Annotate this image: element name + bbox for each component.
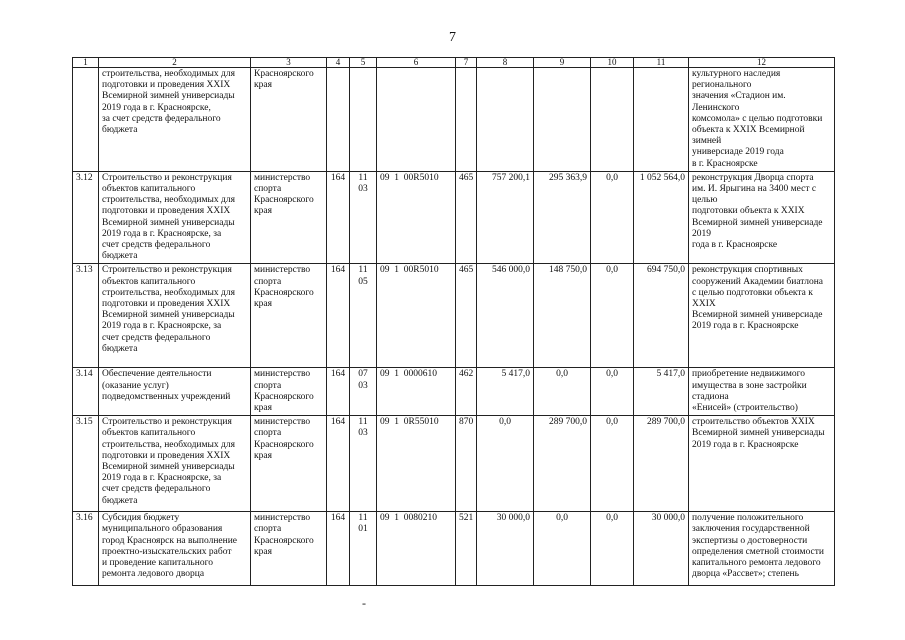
cell-2021: 0,0: [591, 171, 634, 264]
cell-vr: 462: [456, 368, 477, 416]
table-row-continuation: [73, 68, 835, 172]
table-row: [73, 171, 835, 264]
csr-program: 09: [380, 172, 390, 183]
row-number: 3.12: [73, 171, 99, 264]
csr-program: 09: [380, 513, 390, 524]
header-cell: 7: [456, 58, 477, 68]
row-number: 3.16: [73, 512, 99, 586]
row-number: 3.13: [73, 264, 99, 368]
header-cell: 2: [99, 58, 251, 68]
row-administrator: Красноярского края: [251, 68, 327, 172]
table-row: [73, 264, 835, 368]
footer-mark: -: [362, 596, 366, 610]
row-name: Строительство и реконструкция объектов капитального строительства, необходимых для подготовки и проведения XXIX Всемирной зимней универсиады 2019 года в г. Красноярске, за счет средств федерального бюджета: [99, 264, 251, 368]
cell-rzpr: [350, 68, 377, 172]
cell-2021: 0,0: [591, 368, 634, 416]
cell-grbs: [327, 68, 350, 172]
table-row: [73, 512, 835, 586]
table-row: [73, 368, 835, 416]
row-administrator: министерство спорта Красноярского края: [251, 368, 327, 416]
cell-2019: 30 000,0: [477, 512, 534, 586]
cell-csr: [377, 264, 456, 368]
cell-2020: 295 363,9: [534, 171, 591, 264]
cell-grbs: 164: [327, 512, 350, 586]
header-cell: 4: [327, 58, 350, 68]
cell-vr: 521: [456, 512, 477, 586]
budget-table: [72, 57, 835, 586]
row-administrator: министерство спорта Красноярского края: [251, 512, 327, 586]
row-result: получение положительного заключения государственной экспертизы о достоверности определения сметной стоимости капитального ремонта ледового дворца «Рассвет»; степень: [689, 512, 835, 586]
cell-vr: 870: [456, 416, 477, 512]
cell-grbs: 164: [327, 264, 350, 368]
row-administrator: министерство спорта Красноярского края: [251, 264, 327, 368]
header-cell: 12: [689, 58, 835, 68]
cell-csr: [377, 512, 456, 586]
page-number: 7: [449, 30, 456, 45]
row-name: Субсидия бюджету муниципального образования город Красноярск на выполнение проектно-изыскательских работ и проведение капитального ремонта ледового дворца: [99, 512, 251, 586]
cell-csr: [377, 171, 456, 264]
cell-2020: 289 700,0: [534, 416, 591, 512]
cell-2020: [534, 68, 591, 172]
header-row: [73, 58, 835, 68]
csr-subprogram: 1: [394, 417, 399, 428]
csr-program: 09: [380, 265, 390, 276]
cell-2021: 0,0: [591, 512, 634, 586]
cell-2019: 757 200,1: [477, 171, 534, 264]
cell-total: 30 000,0: [634, 512, 689, 586]
cell-2019: 0,0: [477, 416, 534, 512]
row-administrator: министерство спорта Красноярского края: [251, 416, 327, 512]
header-cell: 11: [634, 58, 689, 68]
cell-rzpr: 07 03: [350, 368, 377, 416]
csr-program: 09: [380, 369, 390, 380]
row-name: строительства, необходимых для подготовки и проведения XXIX Всемирной зимней универсиады 2019 года в г. Красноярске, за счет средств федерального бюджета: [99, 68, 251, 172]
row-result: строительство объектов XXIX Всемирной зимней универсиады 2019 года в г. Красноярске: [689, 416, 835, 512]
cell-2020: 0,0: [534, 368, 591, 416]
header-cell: 10: [591, 58, 634, 68]
cell-2019: 546 000,0: [477, 264, 534, 368]
cell-csr: [377, 68, 456, 172]
header-cell: 8: [477, 58, 534, 68]
cell-csr: [377, 416, 456, 512]
cell-vr: 465: [456, 264, 477, 368]
csr-code: 00R5010: [403, 265, 439, 276]
header-cell: 1: [73, 58, 99, 68]
row-administrator: министерство спорта Красноярского края: [251, 171, 327, 264]
row-result: реконструкция спортивных сооружений Академии биатлона с целью подготовки объекта к XXIX Всемирной зимней универсиаде 2019 года в г. Красноярске: [689, 264, 835, 368]
cell-grbs: 164: [327, 416, 350, 512]
cell-rzpr: 11 05: [350, 264, 377, 368]
row-name: Обеспечение деятельности (оказание услуг) подведомственных учреждений: [99, 368, 251, 416]
csr-subprogram: 1: [394, 172, 399, 183]
cell-2019: 5 417,0: [477, 368, 534, 416]
header-cell: 9: [534, 58, 591, 68]
cell-total: [634, 68, 689, 172]
csr-subprogram: 1: [394, 265, 399, 276]
cell-total: 289 700,0: [634, 416, 689, 512]
row-name: Строительство и реконструкция объектов капитального строительства, необходимых для подготовки и проведения XXIX Всемирной зимней универсиады 2019 года в г. Красноярске, за счет средств федерального бюджета: [99, 416, 251, 512]
cell-csr: [377, 368, 456, 416]
header-cell: 5: [350, 58, 377, 68]
csr-code: 0000610: [403, 369, 437, 380]
cell-rzpr: 11 03: [350, 416, 377, 512]
cell-2021: 0,0: [591, 264, 634, 368]
cell-2021: 0,0: [591, 416, 634, 512]
cell-2020: 0,0: [534, 512, 591, 586]
csr-code: 0080210: [403, 513, 437, 524]
cell-rzpr: 11 03: [350, 171, 377, 264]
csr-subprogram: 1: [394, 513, 399, 524]
cell-total: 5 417,0: [634, 368, 689, 416]
csr-code: 00R5010: [403, 172, 439, 183]
row-name: Строительство и реконструкция объектов капитального строительства, необходимых для подготовки и проведения XXIX Всемирной зимней универсиады 2019 года в г. Красноярске, за счет средств федерального бюджета: [99, 171, 251, 264]
cell-grbs: 164: [327, 368, 350, 416]
cell-2019: [477, 68, 534, 172]
row-number: [73, 68, 99, 172]
cell-rzpr: 11 01: [350, 512, 377, 586]
row-result: приобретение недвижимого имущества в зоне застройки стадиона «Енисей» (строительство): [689, 368, 835, 416]
row-result: реконструкция Дворца спорта им. И. Ярыгина на 3400 мест с целью подготовки объекта к XXIX Всемирной зимней универсиаде 2019 года в г. Красноярске: [689, 171, 835, 264]
cell-grbs: 164: [327, 171, 350, 264]
cell-vr: [456, 68, 477, 172]
header-cell: 6: [377, 58, 456, 68]
cell-total: 694 750,0: [634, 264, 689, 368]
table-row: [73, 416, 835, 512]
cell-2020: 148 750,0: [534, 264, 591, 368]
header-cell: 3: [251, 58, 327, 68]
csr-program: 09: [380, 417, 390, 428]
cell-total: 1 052 564,0: [634, 171, 689, 264]
row-number: 3.14: [73, 368, 99, 416]
cell-vr: 465: [456, 171, 477, 264]
row-result: культурного наследия регионального значения «Стадион им. Ленинского комсомола» с целью подготовки объекта к XXIX Всемирной зимней универсиаде 2019 года в г. Красноярске: [689, 68, 835, 172]
csr-subprogram: 1: [394, 369, 399, 380]
row-number: 3.15: [73, 416, 99, 512]
cell-2021: [591, 68, 634, 172]
csr-code: 0R55010: [403, 417, 439, 428]
